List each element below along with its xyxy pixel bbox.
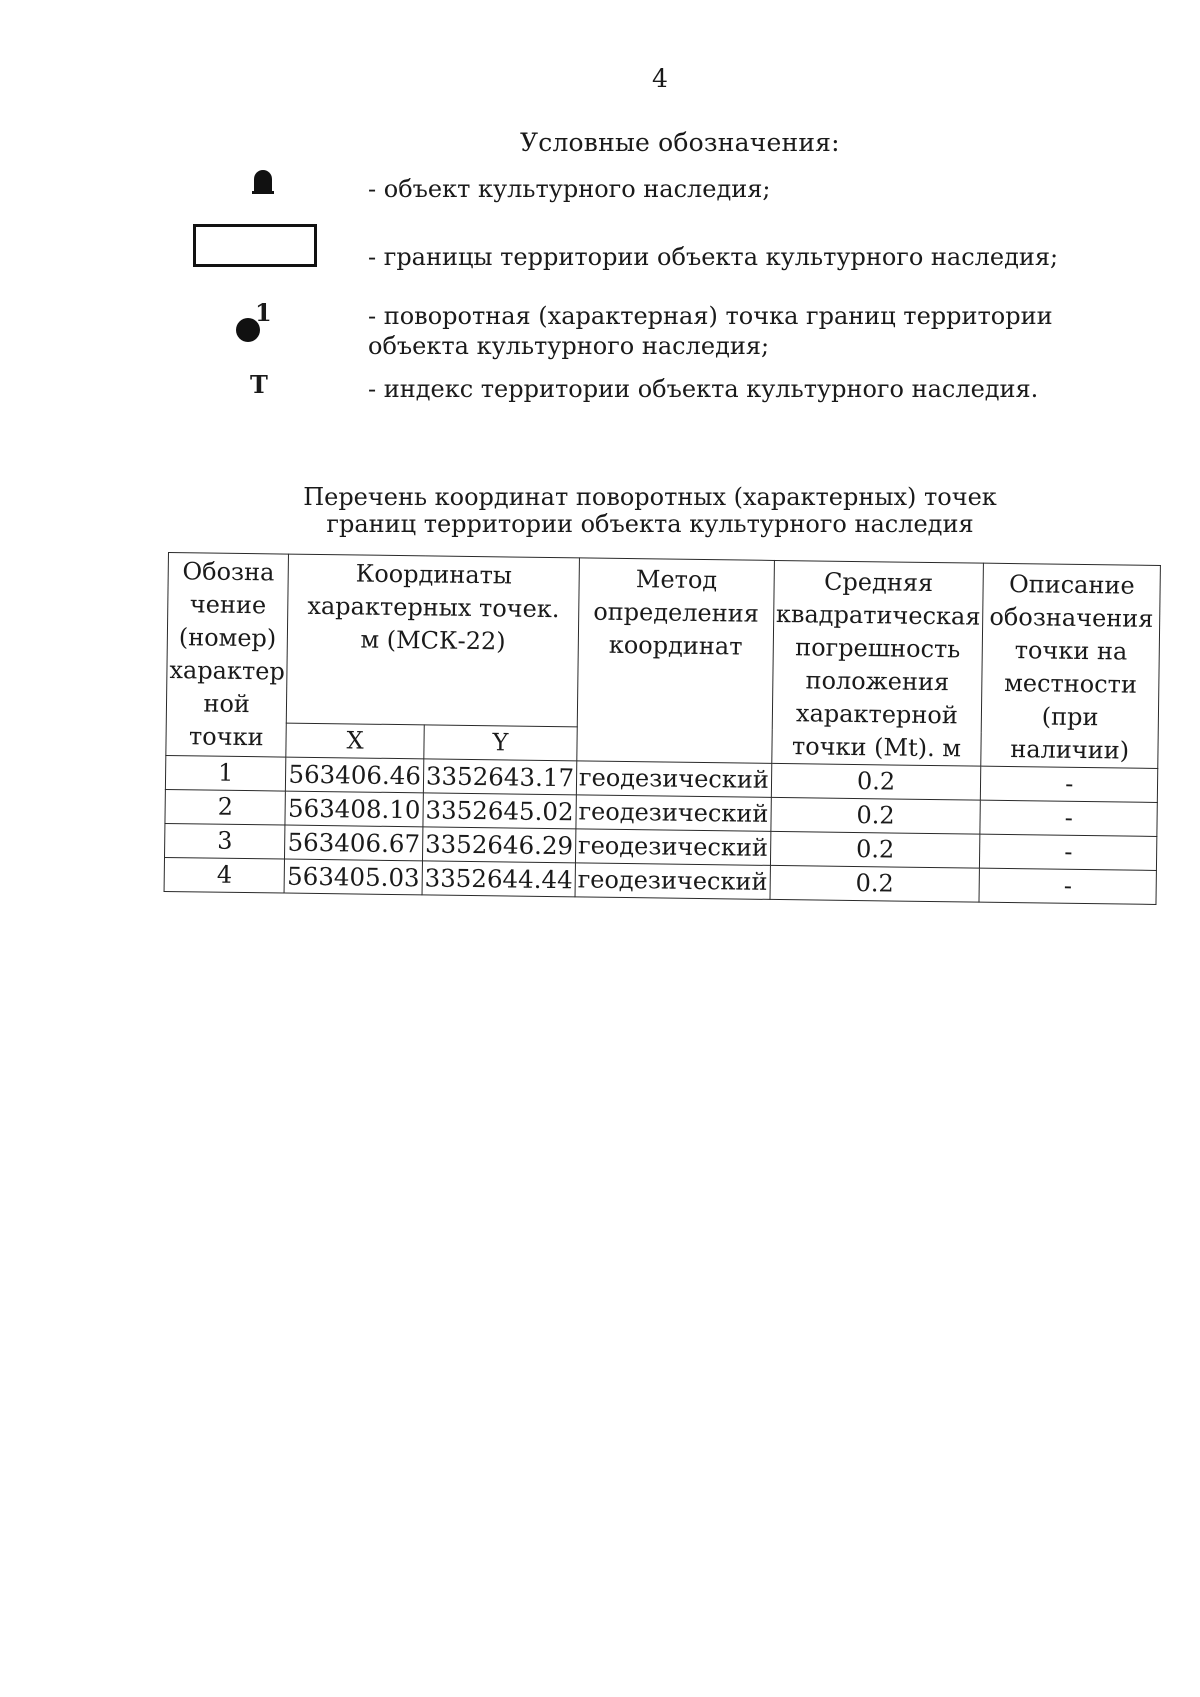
header-error: Средняя квадратическая погрешность положения характерной точки (Mt). м <box>772 560 984 766</box>
header-method: Метод определения координат <box>577 558 774 764</box>
cell-method: геодезический <box>575 829 770 866</box>
cell-method: геодезический <box>576 761 771 798</box>
header-x: X <box>286 723 424 759</box>
border-rectangle-icon <box>193 224 317 267</box>
legend-text: - объект культурного наследия; <box>368 175 771 203</box>
cell-error: 0.2 <box>770 831 980 868</box>
legend-title: Условные обозначения: <box>520 128 840 157</box>
monument-icon <box>254 170 272 192</box>
legend-text: - границы территории объекта культурного наследия; <box>368 243 1059 271</box>
cell-number: 4 <box>164 857 285 893</box>
cell-x: 563406.46 <box>286 757 424 793</box>
cell-x: 563408.10 <box>285 791 423 827</box>
header-coordinates: Координаты характерных точек. м (МСК-22) <box>287 554 580 727</box>
cell-x: 563405.03 <box>284 859 422 895</box>
cell-method: геодезический <box>576 795 771 832</box>
cell-number: 3 <box>165 823 286 859</box>
cell-description: - <box>981 766 1158 802</box>
table-header-row <box>166 553 1160 735</box>
cell-x: 563406.67 <box>285 825 423 861</box>
table-title-line-1: Перечень координат поворотных (характерных) точек <box>303 483 997 511</box>
coordinates-table <box>164 552 1162 905</box>
legend-text: - поворотная (характерная) точка границ территории объекта культурного наследия; <box>368 302 1053 360</box>
cell-description: - <box>980 800 1157 836</box>
cell-description: - <box>980 834 1157 870</box>
cell-y: 3352645.02 <box>423 793 577 829</box>
cell-description: - <box>979 868 1156 904</box>
cell-y: 3352646.29 <box>422 827 576 863</box>
cell-y: 3352644.44 <box>422 861 576 897</box>
cell-error: 0.2 <box>770 865 980 902</box>
header-y: Y <box>424 725 578 761</box>
page-number: 4 <box>652 64 668 93</box>
table-title-line-2: границ территории объекта культурного наследия <box>326 510 974 538</box>
turning-point-label: 1 <box>255 298 272 327</box>
cell-method: геодезический <box>575 863 770 900</box>
cell-y: 3352643.17 <box>423 759 577 795</box>
header-number: Обозна чение (номер) характер ной точки <box>166 553 289 758</box>
table-title <box>300 484 1000 538</box>
cell-error: 0.2 <box>771 797 981 834</box>
territory-index-icon: Т <box>250 370 268 399</box>
header-description: Описание обозначения точки на местности (при наличии) <box>981 563 1161 768</box>
legend-text: - индекс территории объекта культурного наследия. <box>368 375 1039 403</box>
cell-error: 0.2 <box>771 763 981 800</box>
cell-number: 1 <box>165 755 286 791</box>
cell-number: 2 <box>165 789 286 825</box>
